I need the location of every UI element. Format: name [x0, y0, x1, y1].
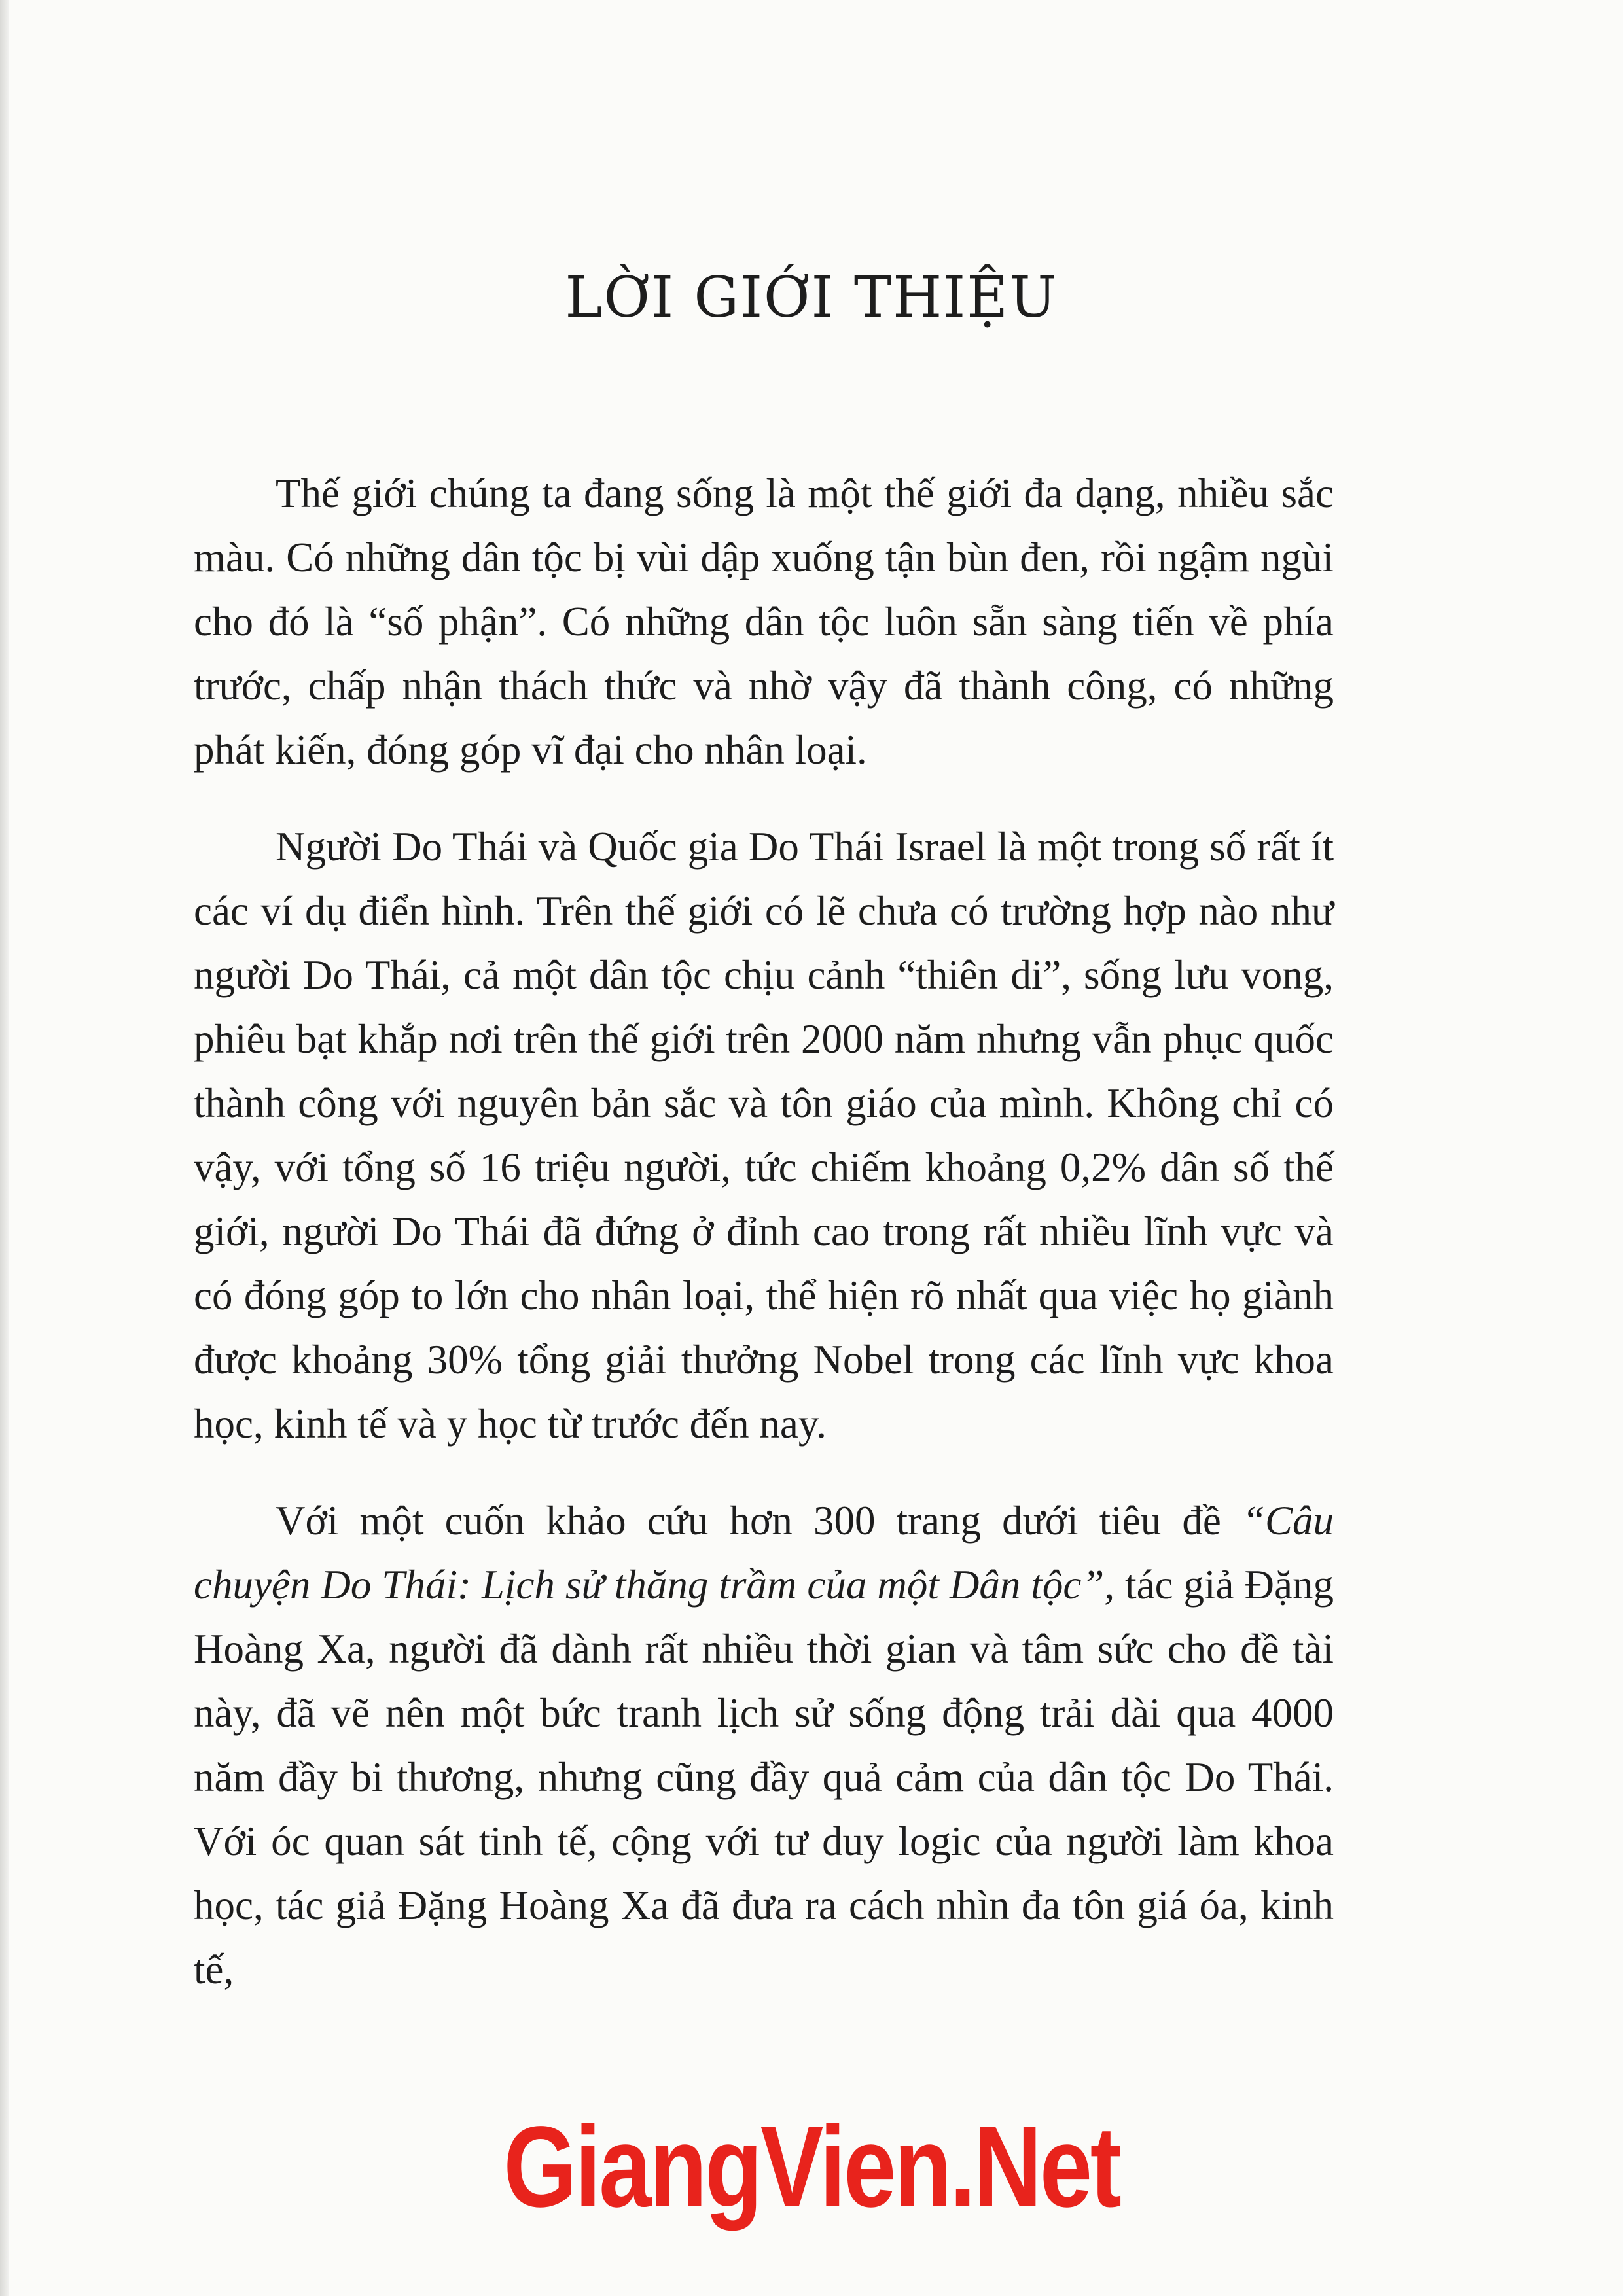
paragraph-3-obscured-b: óa, kinh tế,: [194, 1882, 1334, 1992]
paragraph-3-after: tác giả Đặng Hoàng Xa, người đã dành rất nhiều thời gian và tâm sức cho đề tài này, đã vẽ nên một bức tranh lịch sử sống động trải dài qua 4000 năm đầy bi thương, nhưng cũng đầy quả cảm của dân tộc Do Thái. Với óc quan sát tinh tế, cộng với tư duy logic của người làm khoa học, tác giả Đặng Hoàng Xa đã đưa ra cách nhìn đa: [194, 1562, 1334, 1928]
paragraph-3-obscured-a: tôn giá: [1072, 1882, 1188, 1928]
body-text: [194, 461, 1334, 2034]
bleed-through-text: [196, 118, 1335, 181]
paragraph-2: Người Do Thái và Quốc gia Do Thái Israel là một trong số rất ít các ví dụ điển hình. Trên thế giới có lẽ chưa có trường hợp nào như người Do Thái, cả một dân tộc chịu cảnh “thiên di”, sống lưu vong, phiêu bạt khắp nơi trên thế giới trên 2000 năm nhưng vẫn phục quốc thành công với nguyên bản sắc và tôn giáo của mình. Không chỉ có vậy, với tổng số 16 triệu người, tức chiếm khoảng 0,2% dân số thế giới, người Do Thái đã đứng ở đỉnh cao trong rất nhiều lĩnh vực và có đóng góp to lớn cho nhân loại, thể hiện rõ nhất qua việc họ giành được khoảng 30% tổng giải thưởng Nobel trong các lĩnh vực khoa học, kinh tế và y học từ trước đến nay.: [194, 824, 1334, 1447]
paragraph-3: [194, 1489, 1334, 2002]
page-title: LỜI GIỚI THIỆU: [565, 265, 1058, 330]
page-edge-shadow: [0, 0, 9, 2296]
book-title: “Câu chuyện Do Thái: Lịch sử thăng trầm của một Dân tộc”,: [194, 1498, 1334, 1608]
paragraph-1: Thế giới chúng ta đang sống là một thế giới đa dạng, nhiều sắc màu. Có những dân tộc bị vùi dập xuống tận bùn đen, rồi ngậm ngùi cho đó là “số phận”. Có những dân tộc luôn sẵn sàng tiến về phía trước, chấp nhận thách thức và nhờ vậy đã thành công, có những phát kiến, đóng góp vĩ đại cho nhân loại.: [194, 470, 1334, 773]
watermark-logo: GiangVien.Net: [503, 2103, 1120, 2231]
paragraph-3-before: Với một cuốn khảo cứu hơn 300 trang dưới tiêu đề: [276, 1498, 1242, 1544]
